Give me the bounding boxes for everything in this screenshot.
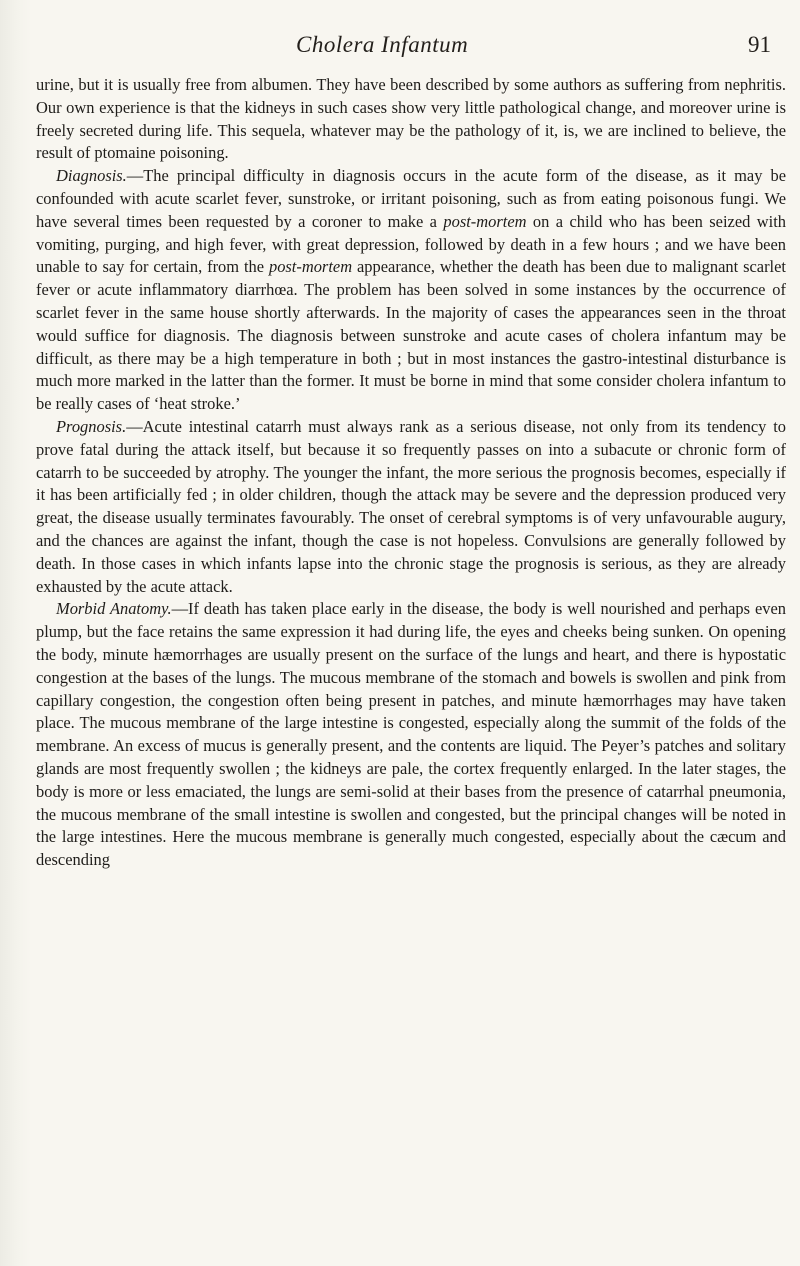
binding-gutter-shadow bbox=[0, 0, 32, 1266]
latin-term-post-mortem: post-mortem bbox=[268, 257, 353, 277]
morbid-anatomy-heading: Morbid Anatomy. bbox=[56, 599, 172, 619]
diagnosis-text-part-1: —The principal difficulty in diagnosis occurs in the acute form of the disease, as it may be confounded with acute scarlet fever, sunstroke, or irritant poisoning, such as from eating poisonous fungi. We have several times been requested by a coroner to make a bbox=[36, 166, 786, 231]
page-header bbox=[0, 12, 800, 62]
paragraph-urine-continuation bbox=[36, 74, 786, 165]
diagnosis-text-part-3: appearance, whether the death has been due to malignant scarlet fever or acute inflammatory diarrhœa. The problem has been solved in some instances by the occurrence of scarlet fever in the same house shortly afterwards. In the majority of cases the appearances seen in the throat would suffice for diagnosis. The diagnosis between sunstroke and acute cases of cholera infantum may be difficult, as there may be a high temperature in both ; but in most instances the gastro-intestinal disturbance is much more marked in the latter than the former. It must be borne in mind that some consider cholera infantum to be really cases of ‘heat stroke.’ bbox=[36, 257, 786, 414]
paragraph-prognosis bbox=[36, 416, 786, 598]
page-number: 91 bbox=[748, 32, 771, 57]
body-text bbox=[36, 74, 786, 872]
paragraph-morbid-anatomy bbox=[36, 598, 786, 872]
running-title: Cholera Infantum bbox=[296, 32, 469, 57]
paragraph-text: urine, but it is usually free from albumen. They have been described by some authors as suffering from nephritis. Our own experience is that the kidneys in such cases show very little pathological change, and moreover urine is freely secreted during life. This sequela, whatever may be the pathology of it, is, we are inclined to believe, the result of ptomaine poisoning. bbox=[36, 75, 786, 163]
prognosis-heading: Prognosis. bbox=[56, 416, 127, 436]
diagnosis-text-part-2: on a child who has been seized with vomiting, purging, and high fever, with great depression, followed by death in a few hours ; and we have been unable to say for certain, from the bbox=[36, 211, 786, 277]
latin-term-post-mortem: post-mortem bbox=[443, 211, 527, 231]
prognosis-text: —Acute intestinal catarrh must always rank as a serious disease, not only from its tendency to prove fatal during the attack itself, but because it so frequently passes on into a subacute or chronic form of catarrh to be succeeded by atrophy. The younger the infant, the more serious the prognosis becomes, especially if it has been artificially fed ; in older children, though the attack may be severe and the depression produced very great, the disease usually terminates favourably. The onset of cerebral symptoms is of very unfavourable augury, and the chances are against the infant, though the case is not hopeless. Convulsions are generally followed by death. In those cases in which infants lapse into the chronic stage the prognosis is serious, as they are already exhausted by the acute attack. bbox=[36, 416, 786, 596]
paragraph-diagnosis bbox=[36, 165, 786, 416]
diagnosis-heading: Diagnosis. bbox=[56, 166, 127, 186]
morbid-anatomy-text: —If death has taken place early in the disease, the body is well nourished and perhaps even plump, but the face retains the same expression it had during life, the eyes and cheeks being sunken. On opening the body, minute hæmorrhages are usually present on the surface of the lungs and heart, and there is hypostatic congestion at the bases of the lungs. The mucous membrane of the stomach and bowels is swollen and pink from capillary congestion, the congestion often being present in patches, and minute hæmorrhages may have taken place. The mucous membrane of the large intestine is congested, especially along the summit of the folds of the membrane. An excess of mucus is generally present, and the contents are liquid. The Peyer’s patches and solitary glands are most frequently swollen ; the kidneys are pale, the cortex frequently enlarged. In the later stages, the body is more or less emaciated, the lungs are semi-solid at their bases from the presence of catarrhal pneumonia, the mucous membrane of the small intestine is swollen and congested, but the principal changes will be noted in the large intestines. Here the mucous membrane is generally much congested, especially about the cæcum and descending bbox=[36, 599, 786, 870]
